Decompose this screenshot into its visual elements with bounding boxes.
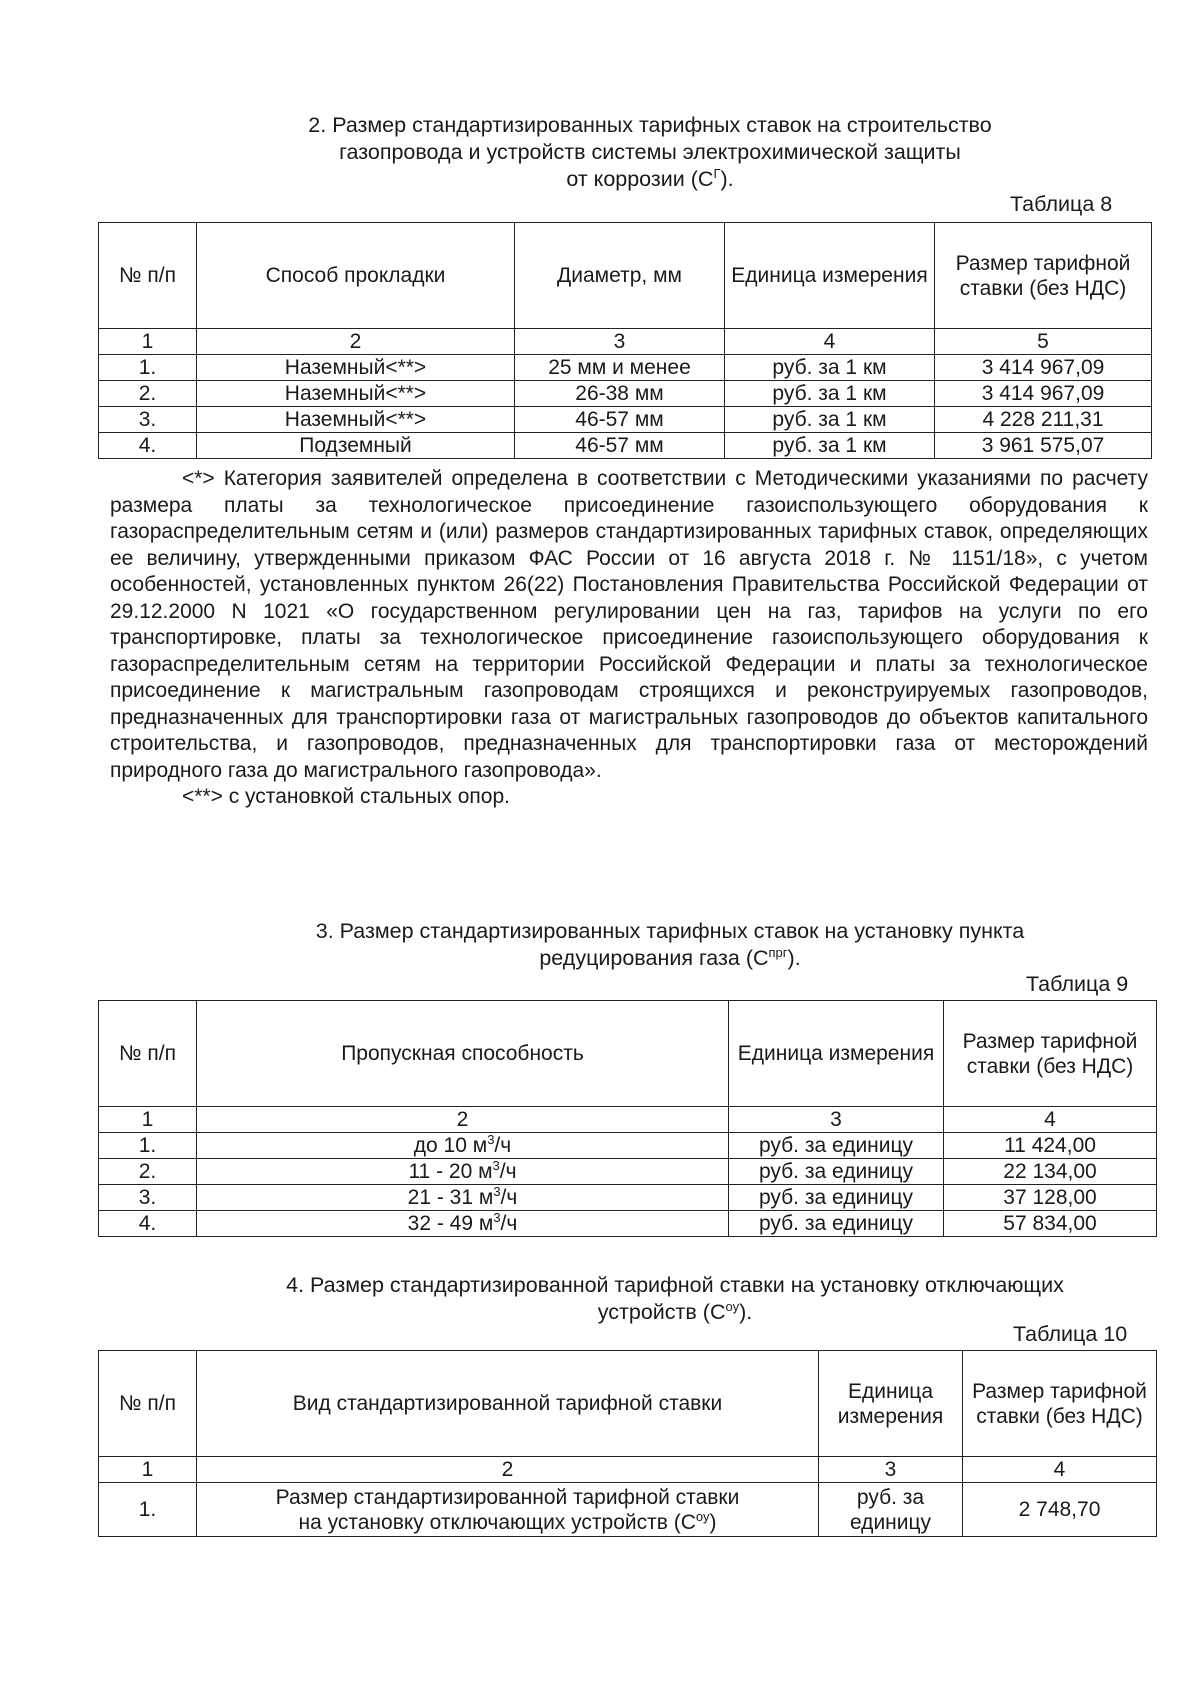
table9-cell: 32 - 49 $м^3/ч$ — [197, 1211, 729, 1237]
table8-index-cell: 5 — [935, 329, 1152, 355]
table8-index-cell: 3 — [515, 329, 725, 355]
table8-cell: руб. за 1 км — [725, 381, 935, 407]
table8-header-method: Способ прокладки — [197, 223, 515, 329]
table8-index-cell: 2 — [197, 329, 515, 355]
footnotes — [110, 466, 1148, 811]
table-8 — [98, 222, 1152, 459]
table-row — [99, 1185, 1157, 1211]
table8-index-cell: 4 — [725, 329, 935, 355]
table8-cell: руб. за 1 км — [725, 433, 935, 459]
table-row — [99, 381, 1152, 407]
table9-cell: 2. — [99, 1159, 197, 1185]
section2-heading — [220, 112, 1080, 193]
table-row — [99, 1133, 1157, 1159]
table8-cell: 46-57 мм — [515, 433, 725, 459]
table8-cell: 1. — [99, 355, 197, 381]
table10-header-kind: Вид стандартизированной тарифной ставки — [197, 1351, 819, 1457]
table8-cell: Наземный<**> — [197, 381, 515, 407]
table10-cell: руб. за единицу — [819, 1483, 963, 1537]
section4-title-line1: 4. Размер стандартизированной тарифной ставки на установку отключающих — [286, 1273, 1064, 1297]
table-row — [99, 1159, 1157, 1185]
table10-kind-line2: на установку отключающих устройств $(С^{оу})$ — [298, 1508, 717, 1534]
table9-cell: до 10 $м^3/ч$ — [197, 1133, 729, 1159]
table9-cell: 37 128,00 — [944, 1185, 1157, 1211]
table8-cell: 2. — [99, 381, 197, 407]
table10-header-unit: Единица измерения — [819, 1351, 963, 1457]
table8-cell: 4. — [99, 433, 197, 459]
table9-cell: руб. за единицу — [729, 1185, 944, 1211]
footnote-1: <*> Категория заявителей определена в соответствии с Методическими указаниями по расчету размера платы за технологическое присоединение газоиспользующего оборудования к газораспределительным сетям и (или) размеров стандартизированных тарифных ставок, определяющих ее величину, утвержденными приказом ФАС России от 16 августа 2018 г. № 1151/18», с учетом особенностей, установленных пунктом 26(22) Постановления Правительства Российской Федерации от 29.12.2000 N 1021 «О государственном регулировании цен на газ, тарифов на услуги по его транспортировке, платы за технологическое присоединение газоиспользующего оборудования к газораспределительным сетям на территории Российской Федерации и платы за технологическое присоединение к магистральным газопроводам строящихся и реконструируемых газопроводов, предназначенных для транспортировки газа от магистральных газопроводов до объектов капитального строительства, и газопроводов, предназначенных для транспортировки газа от месторождений природного газа до магистрального газопровода». — [110, 467, 1148, 782]
table10-index-cell: 4 — [963, 1457, 1157, 1483]
table10-index-cell: 2 — [197, 1457, 819, 1483]
table9-cell: 3. — [99, 1185, 197, 1211]
table8-header-diameter: Диаметр, мм — [515, 223, 725, 329]
table8-cell: Наземный<**> — [197, 355, 515, 381]
table8-index-row — [99, 329, 1152, 355]
table10-cell — [197, 1483, 819, 1537]
table10-header-row — [99, 1351, 1157, 1457]
table-9 — [98, 1000, 1157, 1237]
table8-cell: 3. — [99, 407, 197, 433]
table8-cell: руб. за 1 км — [725, 407, 935, 433]
table-row — [99, 355, 1152, 381]
table9-header-capacity: Пропускная способность — [197, 1001, 729, 1107]
table9-header-row — [99, 1001, 1157, 1107]
table8-cell: 25 мм и менее — [515, 355, 725, 381]
table8-index-cell: 1 — [99, 329, 197, 355]
table9-cell: 22 134,00 — [944, 1159, 1157, 1185]
section2-title-line2: газопровода и устройств системы электрохимической защиты — [339, 140, 961, 164]
table10-header-rate: Размер тарифной ставки (без НДС) — [963, 1351, 1157, 1457]
table8-cell: 26-38 мм — [515, 381, 725, 407]
table8-cell: 3 414 967,09 — [935, 381, 1152, 407]
section2-title-line3: от коррозии $(С^Г)$. — [566, 165, 734, 191]
table8-cell: Подземный — [197, 433, 515, 459]
table8-header-num: № п/п — [99, 223, 197, 329]
table9-index-cell: 1 — [99, 1107, 197, 1133]
table-row — [99, 1483, 1157, 1537]
table-row — [99, 433, 1152, 459]
table9-index-cell: 2 — [197, 1107, 729, 1133]
table8-header-unit: Единица измерения — [725, 223, 935, 329]
table9-cell: 57 834,00 — [944, 1211, 1157, 1237]
table-row — [99, 407, 1152, 433]
section3-title-line1: 3. Размер стандартизированных тарифных ставок на установку пункта — [315, 919, 1025, 943]
table9-cell: 11 424,00 — [944, 1133, 1157, 1159]
table9-cell: 21 - 31 $м^3/ч$ — [197, 1185, 729, 1211]
table8-caption: Таблица 8 — [1010, 192, 1113, 216]
table10-caption: Таблица 10 — [1013, 1322, 1128, 1346]
table9-caption: Таблица 9 — [1026, 972, 1129, 996]
table-row — [99, 1211, 1157, 1237]
footnote-2: <**> с установкой стальных опор. — [182, 785, 510, 808]
table9-cell: руб. за единицу — [729, 1159, 944, 1185]
table9-cell: 1. — [99, 1133, 197, 1159]
table9-cell: руб. за единицу — [729, 1133, 944, 1159]
table8-header-row — [99, 223, 1152, 329]
table8-cell: 3 961 575,07 — [935, 433, 1152, 459]
table10-cell: 2 748,70 — [963, 1483, 1157, 1537]
table10-index-row — [99, 1457, 1157, 1483]
table8-header-rate: Размер тарифной ставки (без НДС) — [935, 223, 1152, 329]
table8-cell: 3 414 967,09 — [935, 355, 1152, 381]
table10-index-cell: 1 — [99, 1457, 197, 1483]
table10-index-cell: 3 — [819, 1457, 963, 1483]
table10-kind-line1: Размер стандартизированной тарифной ставки — [275, 1485, 740, 1509]
table9-index-cell: 4 — [944, 1107, 1157, 1133]
table9-cell: 4. — [99, 1211, 197, 1237]
table9-header-unit: Единица измерения — [729, 1001, 944, 1107]
table8-cell: Наземный<**> — [197, 407, 515, 433]
section3-title-line2: редуцирования газа $(С^{прг})$. — [539, 944, 801, 970]
table10-cell: 1. — [99, 1483, 197, 1537]
table-10 — [98, 1350, 1157, 1537]
section4-title-line2: устройств $(С^{оу})$. — [597, 1298, 753, 1324]
table9-header-rate: Размер тарифной ставки (без НДС) — [944, 1001, 1157, 1107]
table8-cell: руб. за 1 км — [725, 355, 935, 381]
table9-index-cell: 3 — [729, 1107, 944, 1133]
table8-cell: 4 228 211,31 — [935, 407, 1152, 433]
section2-title-line1: 2. Размер стандартизированных тарифных ставок на строительство — [308, 113, 992, 137]
table9-header-num: № п/п — [99, 1001, 197, 1107]
table8-cell: 46-57 мм — [515, 407, 725, 433]
table10-header-num: № п/п — [99, 1351, 197, 1457]
table9-cell: руб. за единицу — [729, 1211, 944, 1237]
section3-heading — [230, 918, 1110, 972]
table9-index-row — [99, 1107, 1157, 1133]
section4-heading — [225, 1272, 1125, 1326]
table9-cell: 11 - 20 $м^3/ч$ — [197, 1159, 729, 1185]
